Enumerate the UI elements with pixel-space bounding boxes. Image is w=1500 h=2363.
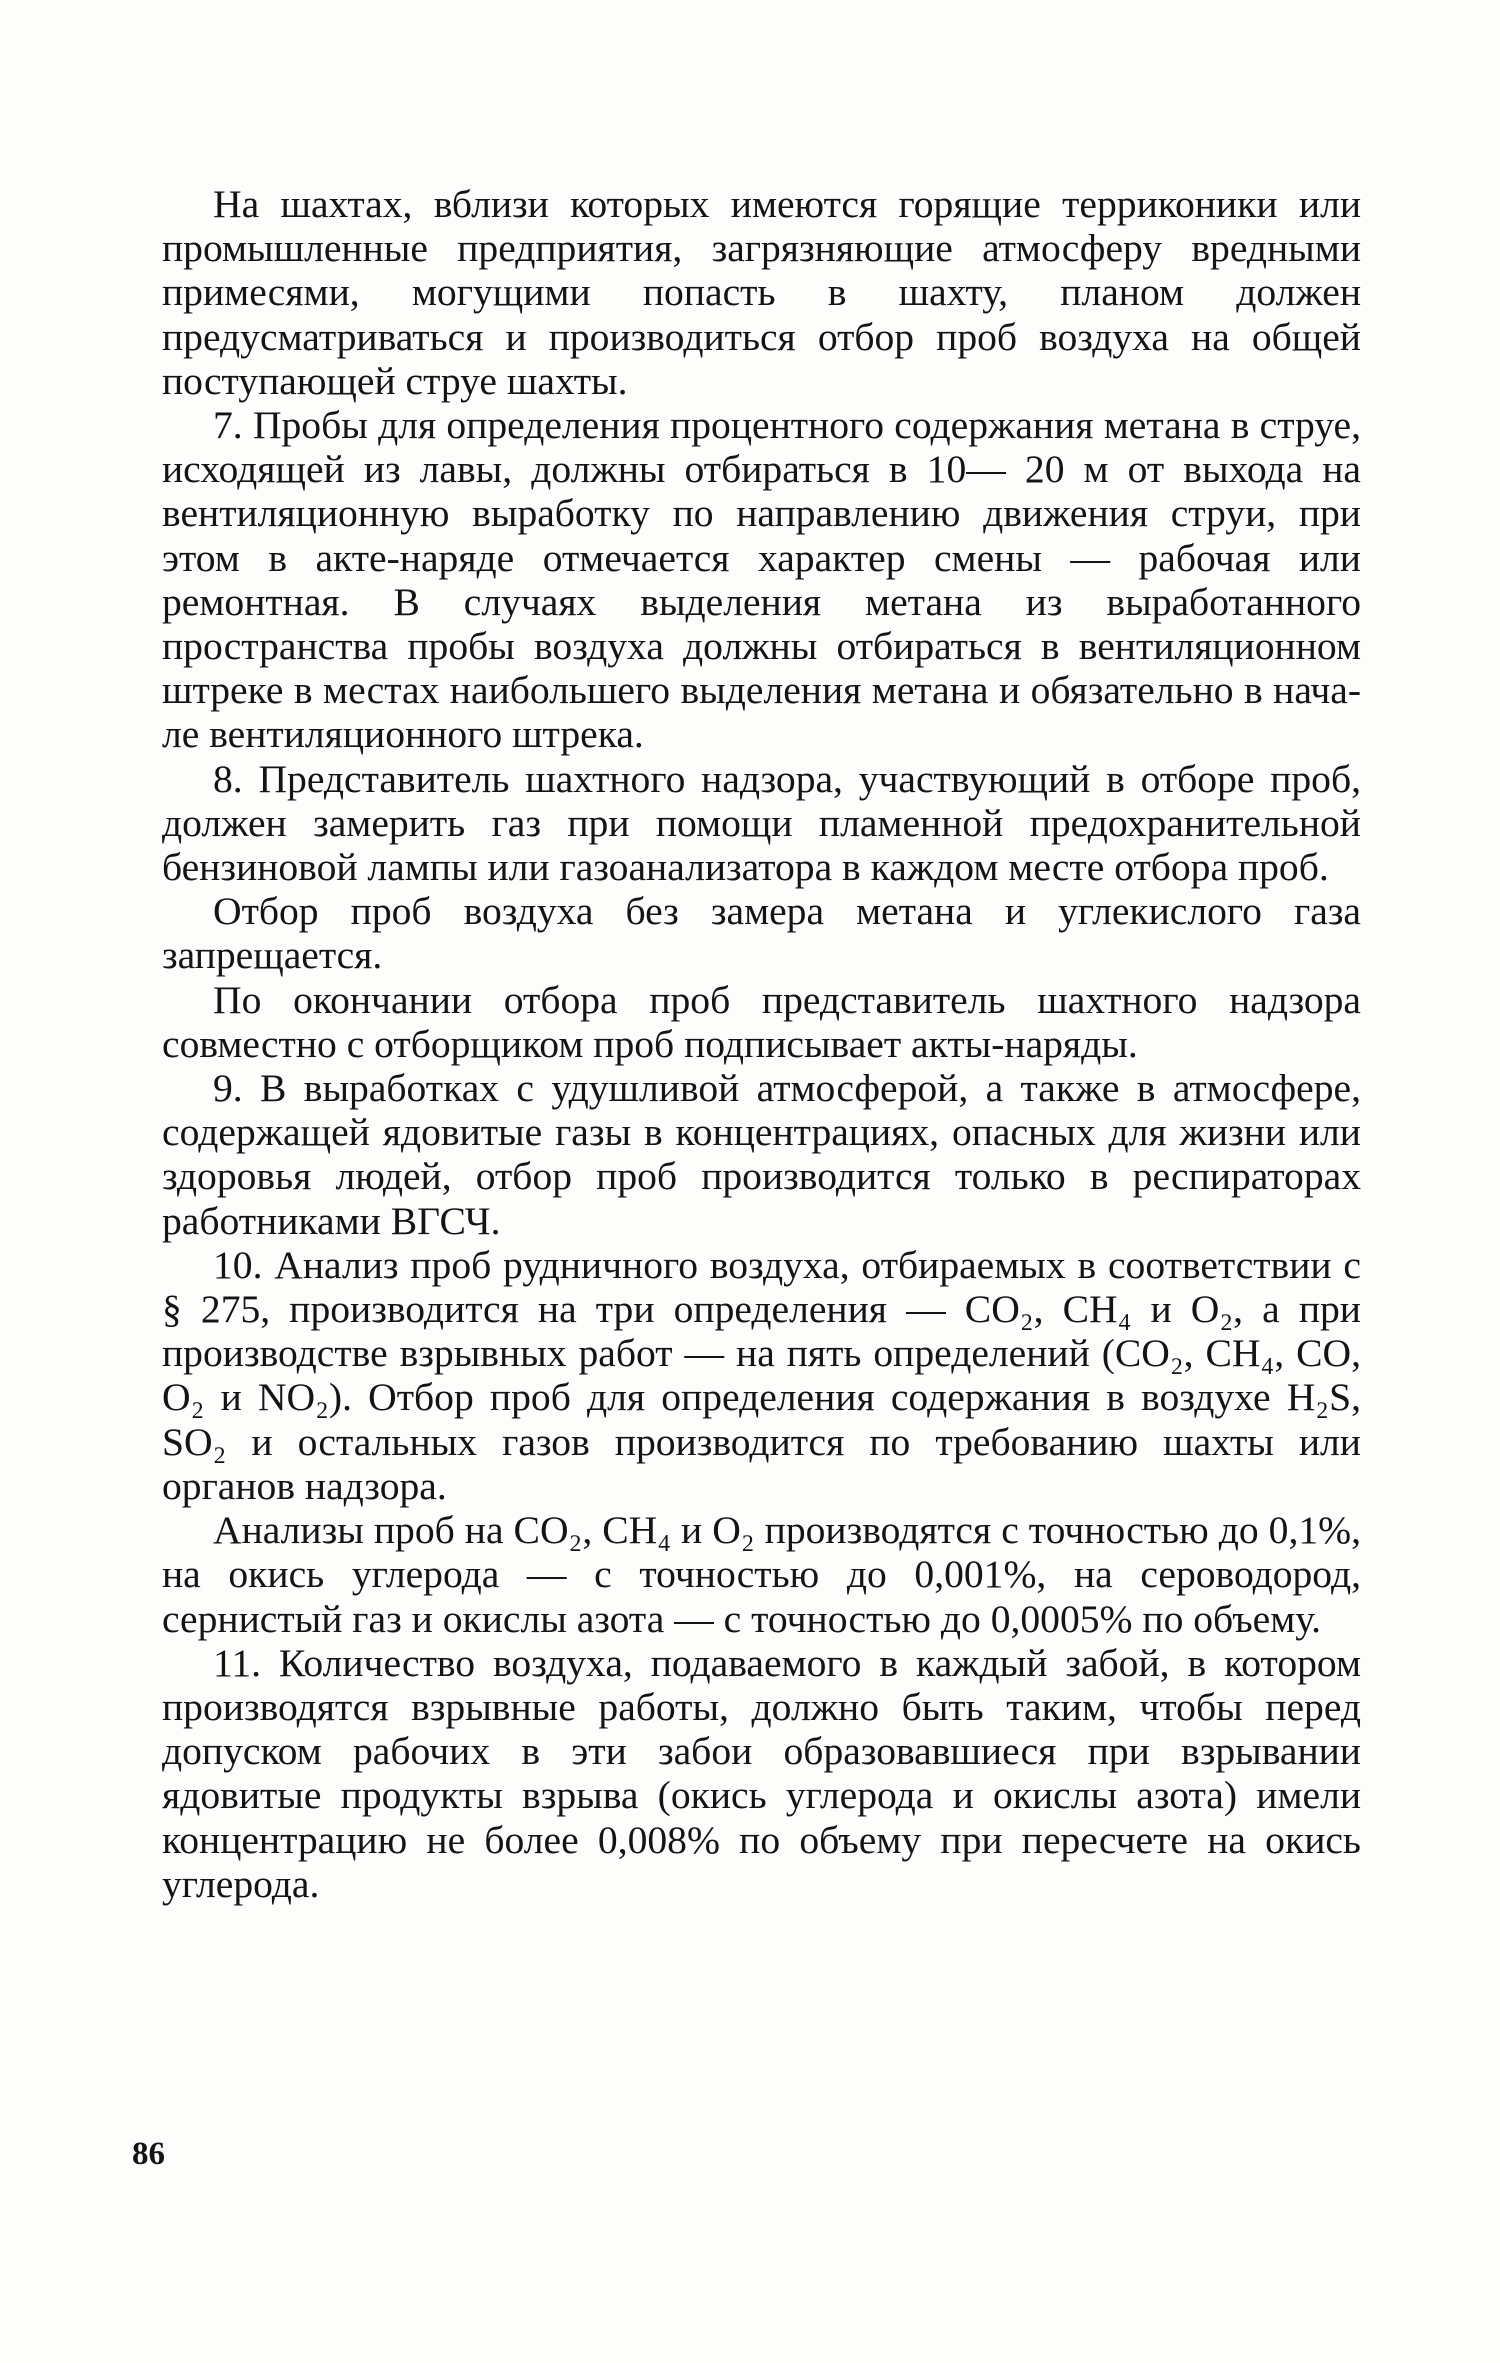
paragraph-item-10: 10. Анализ проб рудничного воздуха, отбираемых в соответствии с § 275, производится на три определения — CO₂, CH₄ и O₂, а при производстве взрывных работ — на пять определений (CO₂, CH₄, CO, O₂ и NO₂). Отбор проб для определения содержания в воздухе H₂S, SO₂ и остальных газов производится по требованию шахты или органов надзора. xyxy=(162,1242,1361,1508)
paragraph-item-7: 7. Пробы для определения процентного содержания метана в струе, исходящей из лавы, должны отбираться в 10— 20 м от выхода на вентиляционную выработку по направлению движения струи, при этом в акте-наряде отмечается характер смены — рабочая или ремонтная. В случаях выделения метана из выработанного пространства пробы воздуха должны отбираться в вентиляционном штреке в местах наибольшего выделения метана и обязательно в начале вентиляционного штрека. xyxy=(162,403,1361,757)
paragraph-item-10-accuracy: Анализы проб на CO₂, CH₄ и O₂ производятся с точностью до 0,1%, на окись углерода — с точностью до 0,001%, на сероводород, сернистый газ и окислы азота — с точностью до 0,0005% по объему. xyxy=(162,1508,1361,1641)
paragraph-item-8-note-2: По окончании отбора проб представитель шахтного надзора совместно с отборщиком проб подписывает акты-наряды. xyxy=(162,977,1361,1066)
paragraph-intro: На шахтах, вблизи которых имеются горящие терриконики или промышленные предприятия, загрязняющие атмосферу вредными примесями, могущими попасть в шахту, планом должен предусматриваться и производиться отбор проб воздуха на общей поступающей струе шахты. xyxy=(162,182,1361,403)
paragraph-item-9: 9. В выработках с удушливой атмосферой, а также в атмосфере, содержащей ядовитые газы в концентрациях, опасных для жизни или здоровья людей, отбор проб производится только в респираторах работниками ВГСЧ. xyxy=(162,1066,1361,1243)
page-number: 86 xyxy=(132,2136,165,2172)
paragraph-item-8: 8. Представитель шахтного надзора, участвующий в отборе проб, должен замерить газ при помощи пламенной предохранительной бензиновой лампы или газоанализатора в каждом месте отбора проб. xyxy=(162,756,1361,890)
body-text xyxy=(162,182,1361,1906)
paragraph-item-11: 11. Количество воздуха, подаваемого в каждый забой, в котором производятся взрывные работы, должно быть таким, чтобы перед допуском рабочих в эти забои образовавшиеся при взрывании ядовитые продукты взрыва (окись углерода и окислы азота) имели концентрацию не более 0,008% по объему при пересчете на окись углерода. xyxy=(162,1640,1361,1906)
paragraph-item-8-note-1: Отбор проб воздуха без замера метана и углекислого газа запрещается. xyxy=(162,889,1361,978)
